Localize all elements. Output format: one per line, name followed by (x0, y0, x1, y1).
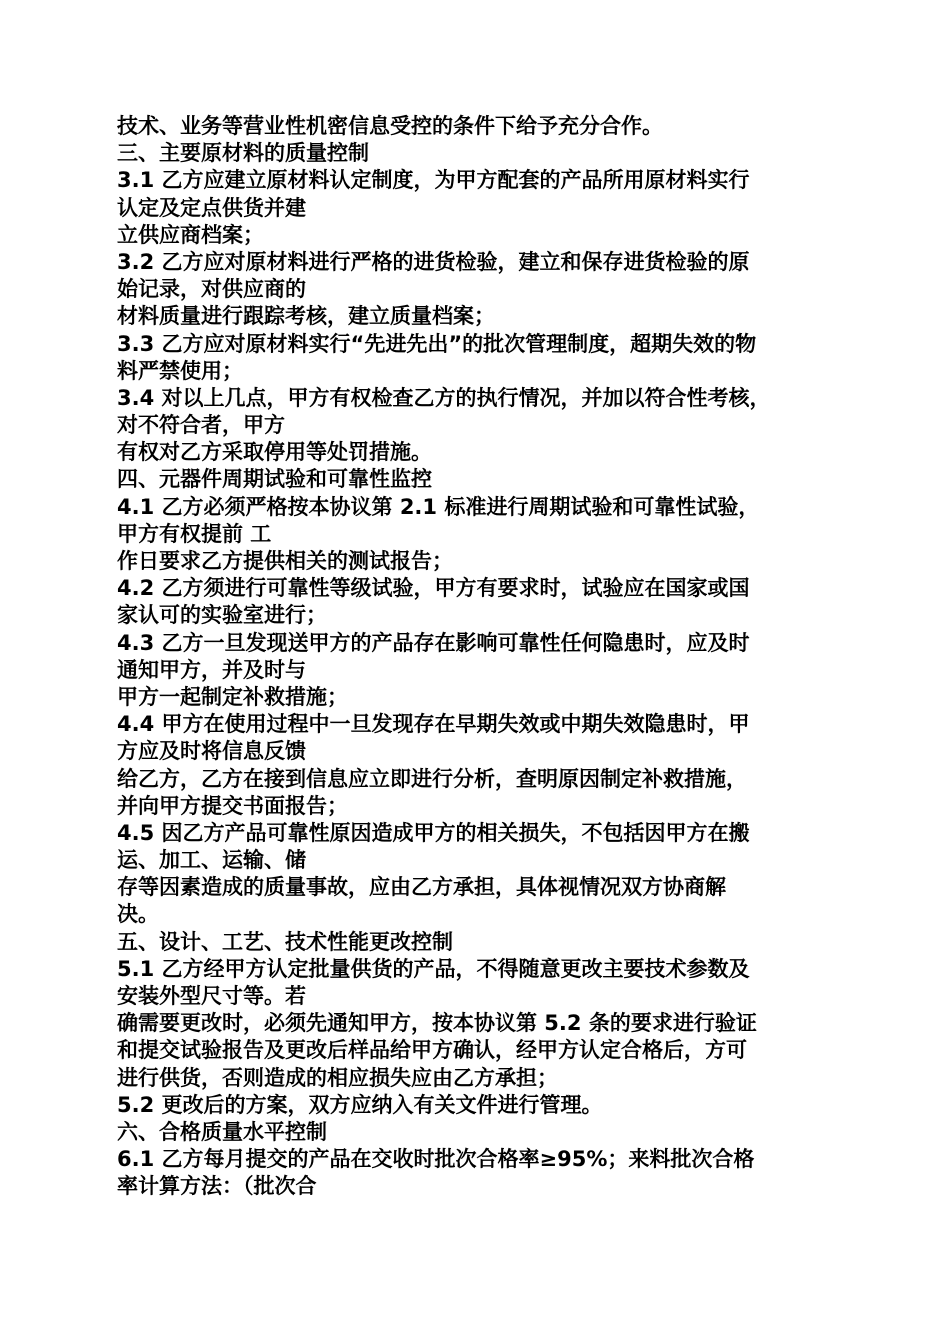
section-heading-3: 三、主要原材料的质量控制 (117, 141, 369, 166)
section-heading-6: 六、合格质量水平控制 (117, 1119, 327, 1144)
text-line: 方应及时将信息反馈 (117, 739, 306, 764)
text-line: 安装外型尺寸等。若 (117, 984, 306, 1008)
text-line: 给乙方，乙方在接到信息应立即进行分析，查明原因制定补救措施， (117, 766, 747, 791)
text-line: 料严禁使用； (117, 358, 243, 383)
text-line: 作日要求乙方提供相关的测试报告； (117, 549, 453, 573)
text-line: 甲方一起制定补救措施； (117, 684, 348, 709)
text-line: 和提交试验报告及更改后样品给甲方确认，经甲方认定合格后，方可 (117, 1038, 747, 1063)
document-body (117, 113, 842, 1201)
text-line: 始记录，对供应商的 (117, 277, 306, 302)
text-line: 确需要更改时，必须先通知甲方，按本协议第 5.2 条的要求进行验证 (117, 1011, 757, 1036)
text-line: 率计算方法：（批次合 (117, 1174, 317, 1199)
section-heading-5: 五、设计、工艺、技术性能更改控制 (117, 929, 453, 954)
text-line: 3.1 乙方应建立原材料认定制度，为甲方配套的产品所用原材料实行 (117, 168, 750, 193)
text-line: 材料质量进行跟踪考核，建立质量档案； (117, 304, 495, 329)
text-line: 立供应商档案； (117, 222, 264, 247)
text-line: 3.2 乙方应对原材料进行严格的进货检验，建立和保存进货检验的原 (117, 249, 750, 274)
text-line: 有权对乙方采取停用等处罚措施。 (117, 440, 432, 465)
text-line: 4.3 乙方一旦发现送甲方的产品存在影响可靠性任何隐患时，应及时 (117, 630, 750, 655)
text-line: 4.2 乙方须进行可靠性等级试验，甲方有要求时，试验应在国家或国 (117, 576, 750, 601)
text-line: 存等因素造成的质量事故，应由乙方承担，具体视情况双方协商解 (117, 875, 726, 900)
text-line: 4.5 因乙方产品可靠性原因造成甲方的相关损失，不包括因甲方在搬 (117, 820, 750, 845)
text-line: 5.2 更改后的方案，双方应纳入有关文件进行管理。 (117, 1092, 603, 1117)
text-line: 4.1 乙方必须严格按本协议第 2.1 标准进行周期试验和可靠性试验， (117, 494, 760, 519)
text-line: 进行供货，否则造成的相应损失应由乙方承担； (117, 1065, 558, 1090)
text-line: 3.4 对以上几点，甲方有权检查乙方的执行情况，并加以符合性考核， (117, 385, 771, 410)
text-line: 6.1 乙方每月提交的产品在交收时批次合格率≥95%；来料批次合格 (117, 1147, 755, 1172)
text-line: 对不符合者，甲方 (117, 413, 285, 438)
text-line: 技术、业务等营业性机密信息受控的条件下给予充分合作。 (117, 114, 663, 138)
text-line: 家认可的实验室进行； (117, 603, 327, 628)
text-line: 并向甲方提交书面报告； (117, 793, 348, 818)
text-line: 决。 (117, 902, 159, 927)
text-line: 认定及定点供货并建 (117, 195, 306, 220)
text-line: 4.4 甲方在使用过程中一旦发现存在早期失效或中期失效隐患时，甲 (117, 712, 750, 737)
section-heading-4: 四、元器件周期试验和可靠性监控 (117, 467, 432, 492)
text-line: 甲方有权提前 工 (117, 521, 272, 546)
text-line: 3.3 乙方应对原材料实行“先进先出”的批次管理制度，超期失效的物 (117, 331, 757, 356)
text-line: 5.1 乙方经甲方认定批量供货的产品，不得随意更改主要技术参数及 (117, 956, 750, 981)
text-line: 通知甲方，并及时与 (117, 657, 306, 682)
text-line: 运、加工、运输、储 (117, 848, 306, 873)
